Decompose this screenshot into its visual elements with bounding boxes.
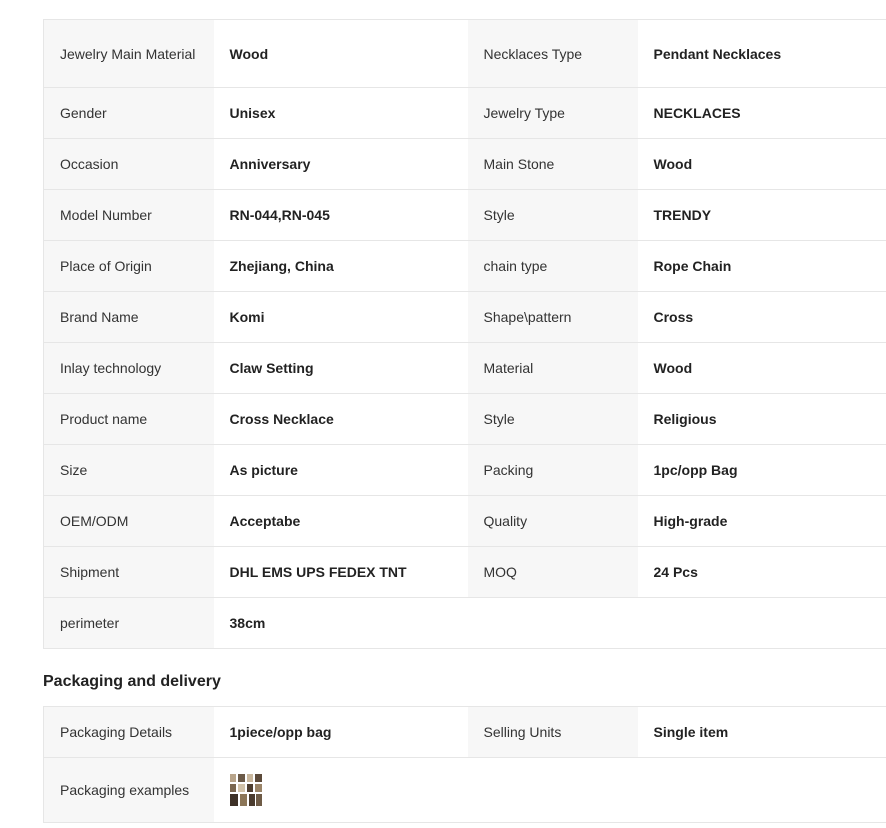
packaging-thumbnail-image[interactable] (230, 774, 262, 806)
attribute-value: NECKLACES (638, 88, 886, 139)
packaging-examples-cell (214, 758, 886, 823)
product-attributes-panel (43, 19, 886, 823)
attribute-label: Packing (468, 445, 638, 496)
packaging-details-value: 1piece/opp bag (214, 707, 468, 758)
attribute-row (44, 190, 886, 241)
attribute-label: Main Stone (468, 139, 638, 190)
attribute-label: OEM/ODM (44, 496, 214, 547)
attribute-value: Pendant Necklaces (638, 20, 886, 88)
attribute-label: Jewelry Type (468, 88, 638, 139)
attribute-value: Komi (214, 292, 468, 343)
attribute-label: Jewelry Main Material (44, 20, 214, 88)
attribute-value: Unisex (214, 88, 468, 139)
attribute-label: Gender (44, 88, 214, 139)
attribute-value: Acceptabe (214, 496, 468, 547)
attribute-value: RN-044,RN-045 (214, 190, 468, 241)
attribute-row (44, 241, 886, 292)
attribute-value: Zhejiang, China (214, 241, 468, 292)
attribute-label: Model Number (44, 190, 214, 241)
attribute-label: Shipment (44, 547, 214, 598)
attribute-label: Style (468, 394, 638, 445)
attribute-row (44, 292, 886, 343)
attribute-label: Inlay technology (44, 343, 214, 394)
attribute-label: Necklaces Type (468, 20, 638, 88)
packaging-heading: Packaging and delivery (43, 673, 221, 690)
attribute-label: perimeter (44, 598, 214, 649)
attribute-label: Material (468, 343, 638, 394)
attribute-label: Shape\pattern (468, 292, 638, 343)
empty-cell (468, 598, 886, 649)
attribute-label: Product name (44, 394, 214, 445)
attribute-row (44, 139, 886, 190)
attribute-value: Cross Necklace (214, 394, 468, 445)
attribute-label: Style (468, 190, 638, 241)
attribute-value: As picture (214, 445, 468, 496)
attribute-label: MOQ (468, 547, 638, 598)
attribute-value: TRENDY (638, 190, 886, 241)
attribute-label: Place of Origin (44, 241, 214, 292)
selling-units-value: Single item (638, 707, 886, 758)
attribute-value: 24 Pcs (638, 547, 886, 598)
attribute-value: Anniversary (214, 139, 468, 190)
attributes-table (43, 19, 886, 649)
attribute-row (44, 394, 886, 445)
attribute-label: Size (44, 445, 214, 496)
attribute-value: Wood (638, 343, 886, 394)
attribute-value: Rope Chain (638, 241, 886, 292)
attribute-value: 1pc/opp Bag (638, 445, 886, 496)
packaging-details-label: Packaging Details (44, 707, 214, 758)
attribute-row (44, 496, 886, 547)
attribute-row (44, 343, 886, 394)
attribute-label: Brand Name (44, 292, 214, 343)
packaging-row (44, 758, 886, 823)
attribute-value: High-grade (638, 496, 886, 547)
attribute-row (44, 445, 886, 496)
attribute-value: DHL EMS UPS FEDEX TNT (214, 547, 468, 598)
selling-units-label: Selling Units (468, 707, 638, 758)
attribute-value: Religious (638, 394, 886, 445)
attribute-value: Claw Setting (214, 343, 468, 394)
attribute-row (44, 20, 886, 88)
attribute-label: Occasion (44, 139, 214, 190)
packaging-examples-label: Packaging examples (44, 758, 214, 823)
attribute-row (44, 88, 886, 139)
attribute-row (44, 598, 886, 649)
attribute-value: Wood (638, 139, 886, 190)
attribute-value: Cross (638, 292, 886, 343)
packaging-row (44, 707, 886, 758)
attribute-row (44, 547, 886, 598)
attribute-label: Quality (468, 496, 638, 547)
attribute-label: chain type (468, 241, 638, 292)
attribute-value: 38cm (214, 598, 468, 649)
packaging-table (43, 706, 886, 823)
attribute-value: Wood (214, 20, 468, 88)
